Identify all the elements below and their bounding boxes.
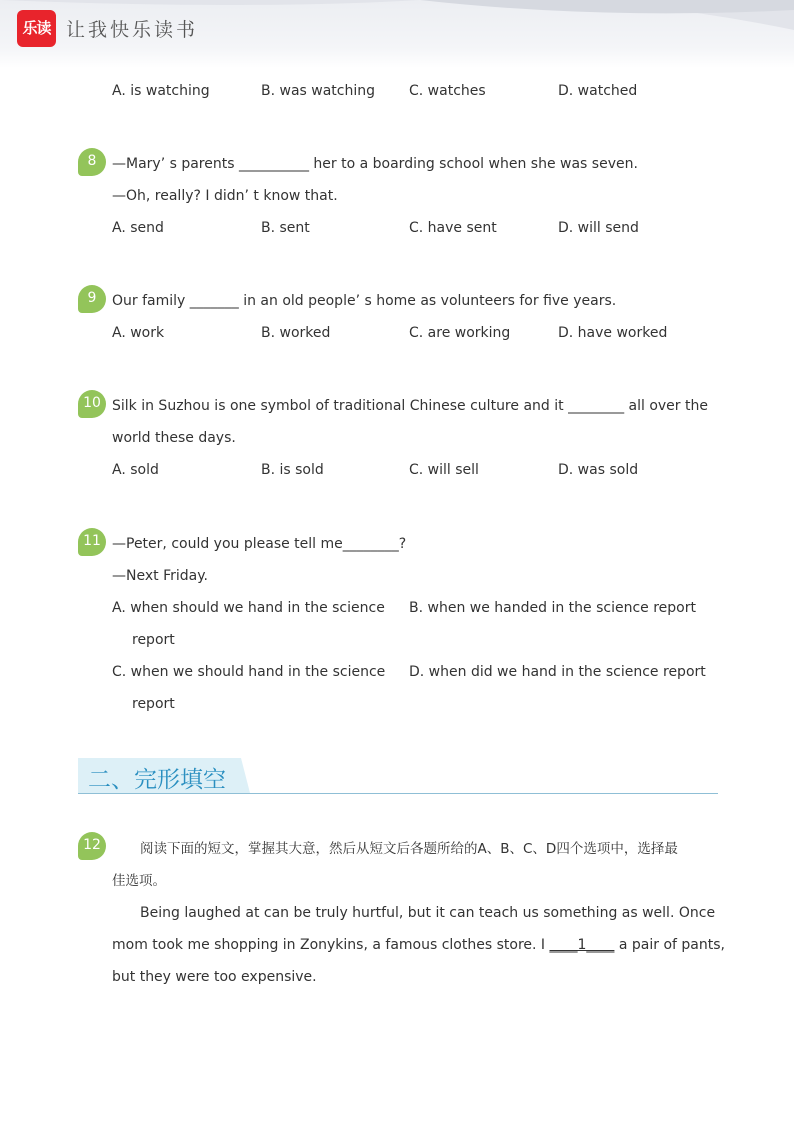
page-header bbox=[0, 0, 794, 68]
passage-text: mom took me shopping in Zonykins, a famous clothes store. I bbox=[112, 937, 550, 953]
q8-option-a: A. send bbox=[112, 220, 164, 236]
question-number-badge: 12 bbox=[78, 832, 106, 860]
q10-stem-line2: world these days. bbox=[112, 430, 236, 446]
q10-option-d: D. was sold bbox=[558, 462, 639, 478]
header-slogan: 让我快乐读书 bbox=[66, 19, 199, 41]
q11-option-a-cont: report bbox=[132, 632, 175, 648]
question-number-badge: 11 bbox=[78, 528, 106, 556]
q9-option-c: C. are working bbox=[409, 325, 511, 341]
passage-text: a pair of pants, bbox=[614, 937, 725, 953]
section-title: 二、完形填空 bbox=[88, 767, 226, 793]
q11-option-c: C. when we should hand in the science bbox=[112, 664, 386, 680]
q11-option-a: A. when should we hand in the science bbox=[112, 600, 385, 616]
q11-stem-line1: —Peter, could you please tell me________? bbox=[112, 536, 407, 552]
question-number-badge: 9 bbox=[78, 285, 106, 313]
q8-stem-line2: —Oh, really? I didn’ t know that. bbox=[112, 188, 338, 204]
q7-option-c: C. watches bbox=[409, 83, 486, 99]
q12-instruction-line1: 阅读下面的短文，掌握其大意，然后从短文后各题所给的A、B、C、D四个选项中，选择最 bbox=[140, 841, 678, 857]
q10-option-c: C. will sell bbox=[409, 462, 479, 478]
q10-stem-line1: Silk in Suzhou is one symbol of traditional Chinese culture and it ________ all over the bbox=[112, 398, 708, 414]
q7-option-d: D. watched bbox=[558, 83, 638, 99]
q12-passage-line2 bbox=[112, 935, 725, 955]
q8-option-b: B. sent bbox=[261, 220, 310, 236]
q8-option-c: C. have sent bbox=[409, 220, 497, 236]
q7-option-b: B. was watching bbox=[261, 83, 376, 99]
blank-1: ____1____ bbox=[549, 937, 615, 953]
q12-instruction-line2: 佳选项。 bbox=[112, 873, 166, 889]
question-number-badge: 10 bbox=[78, 390, 106, 418]
brand-logo: 乐读 bbox=[17, 10, 56, 47]
q9-option-b: B. worked bbox=[261, 325, 331, 341]
question-number-badge: 8 bbox=[78, 148, 106, 176]
q9-option-a: A. work bbox=[112, 325, 165, 341]
q12-passage-line3: but they were too expensive. bbox=[112, 969, 317, 985]
q11-stem-line2: —Next Friday. bbox=[112, 568, 208, 584]
q10-option-b: B. is sold bbox=[261, 462, 324, 478]
q10-option-a: A. sold bbox=[112, 462, 159, 478]
q9-option-d: D. have worked bbox=[558, 325, 668, 341]
q9-stem-line1: Our family _______ in an old people’ s home as volunteers for five years. bbox=[112, 293, 617, 309]
q11-option-b: B. when we handed in the science report bbox=[409, 600, 696, 616]
q12-passage-line1: Being laughed at can be truly hurtful, but it can teach us something as well. Once bbox=[140, 905, 716, 921]
q8-option-d: D. will send bbox=[558, 220, 639, 236]
section-header bbox=[78, 758, 718, 794]
q11-option-d: D. when did we hand in the science report bbox=[409, 664, 706, 680]
q8-stem-line1: —Mary’ s parents __________ her to a boarding school when she was seven. bbox=[112, 156, 638, 172]
q11-option-c-cont: report bbox=[132, 696, 175, 712]
q7-option-a: A. is watching bbox=[112, 83, 210, 99]
